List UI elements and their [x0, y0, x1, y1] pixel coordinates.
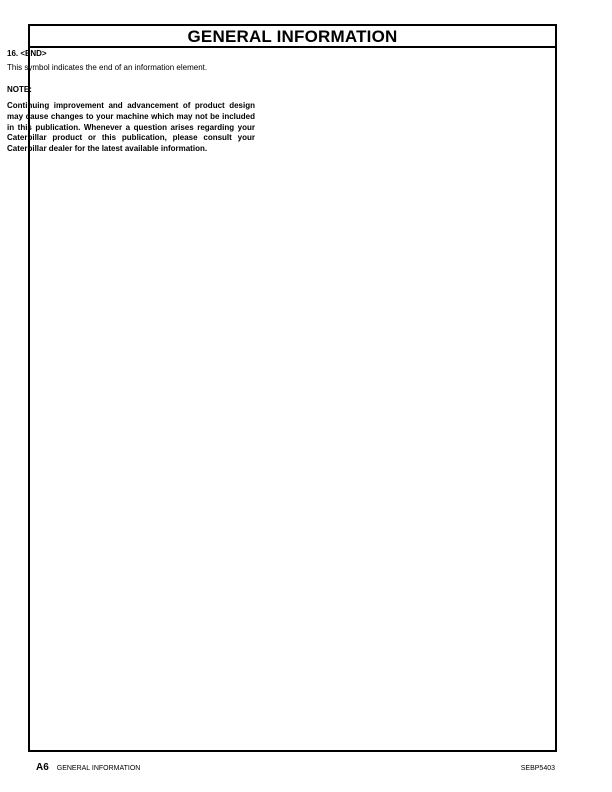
footer-page-number: A6 — [36, 762, 49, 773]
footer-section-name: GENERAL INFORMATION — [56, 765, 141, 772]
content-column — [7, 49, 255, 155]
page-title: GENERAL INFORMATION — [30, 26, 555, 48]
item-heading: 16. <END> — [7, 49, 47, 58]
note-heading: NOTE: — [7, 85, 32, 94]
footer-left — [36, 763, 140, 774]
item-description: This symbol indicates the end of an information element. — [7, 63, 208, 72]
footer-document-code: SEBP5403 — [520, 765, 555, 772]
note-text: Continuing improvement and advancement of product design may cause changes to your machine which may not be included in this publication. Whenever a question arises regarding your Caterpillar product or this publication, please consult your Caterpillar dealer for the latest available information. — [7, 101, 255, 154]
